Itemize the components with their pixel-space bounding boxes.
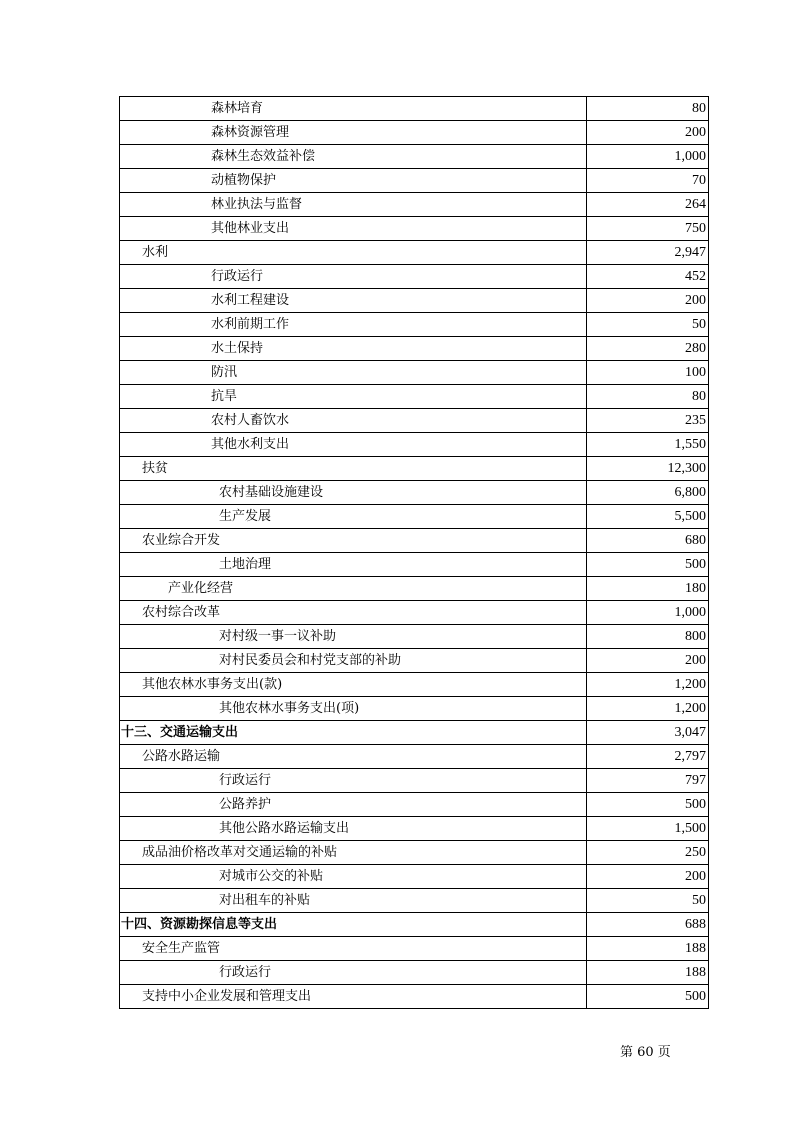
table-row — [120, 241, 709, 265]
table-row — [120, 481, 709, 505]
table-row — [120, 889, 709, 913]
item-name: 十三、交通运输支出 — [120, 721, 587, 745]
item-name: 支持中小企业发展和管理支出 — [120, 985, 587, 1009]
item-amount: 12,300 — [587, 457, 709, 481]
table-row — [120, 121, 709, 145]
item-name: 水利 — [120, 241, 587, 265]
item-name: 对城市公交的补贴 — [120, 865, 587, 889]
item-amount: 3,047 — [587, 721, 709, 745]
item-amount: 1,200 — [587, 673, 709, 697]
item-amount: 180 — [587, 577, 709, 601]
item-amount: 250 — [587, 841, 709, 865]
item-name: 水利工程建设 — [120, 289, 587, 313]
item-amount: 235 — [587, 409, 709, 433]
item-amount: 200 — [587, 865, 709, 889]
item-amount: 70 — [587, 169, 709, 193]
item-name: 产业化经营 — [120, 577, 587, 601]
table-row — [120, 313, 709, 337]
table-row — [120, 937, 709, 961]
item-amount: 800 — [587, 625, 709, 649]
item-amount: 6,800 — [587, 481, 709, 505]
item-name: 行政运行 — [120, 265, 587, 289]
table-row — [120, 433, 709, 457]
item-amount: 680 — [587, 529, 709, 553]
item-amount: 5,500 — [587, 505, 709, 529]
table-row — [120, 361, 709, 385]
table-row — [120, 793, 709, 817]
item-name: 农村基础设施建设 — [120, 481, 587, 505]
item-amount: 2,947 — [587, 241, 709, 265]
item-name: 林业执法与监督 — [120, 193, 587, 217]
item-name: 十四、资源勘探信息等支出 — [120, 913, 587, 937]
item-name: 农村综合改革 — [120, 601, 587, 625]
item-amount: 50 — [587, 313, 709, 337]
item-name: 森林资源管理 — [120, 121, 587, 145]
table-row — [120, 337, 709, 361]
table-row — [120, 505, 709, 529]
item-amount: 500 — [587, 985, 709, 1009]
item-amount: 264 — [587, 193, 709, 217]
item-name: 水土保持 — [120, 337, 587, 361]
table-row — [120, 913, 709, 937]
item-name: 行政运行 — [120, 961, 587, 985]
table-row — [120, 145, 709, 169]
table-row — [120, 457, 709, 481]
item-amount: 50 — [587, 889, 709, 913]
table-row — [120, 721, 709, 745]
item-name: 其他林业支出 — [120, 217, 587, 241]
item-name: 其他公路水路运输支出 — [120, 817, 587, 841]
item-name: 公路养护 — [120, 793, 587, 817]
table-row — [120, 289, 709, 313]
table-row — [120, 745, 709, 769]
item-name: 森林生态效益补偿 — [120, 145, 587, 169]
item-name: 行政运行 — [120, 769, 587, 793]
item-name: 对出租车的补贴 — [120, 889, 587, 913]
item-amount: 188 — [587, 961, 709, 985]
item-amount: 200 — [587, 289, 709, 313]
table-row — [120, 169, 709, 193]
table-row — [120, 193, 709, 217]
item-amount: 797 — [587, 769, 709, 793]
item-amount: 280 — [587, 337, 709, 361]
page-number: 第 60 页 — [620, 1045, 671, 1060]
table-row — [120, 865, 709, 889]
item-amount: 100 — [587, 361, 709, 385]
item-name: 抗旱 — [120, 385, 587, 409]
table-row — [120, 841, 709, 865]
table-body — [120, 97, 709, 1009]
item-amount: 500 — [587, 553, 709, 577]
item-amount: 1,550 — [587, 433, 709, 457]
item-name: 生产发展 — [120, 505, 587, 529]
item-name: 对村民委员会和村党支部的补助 — [120, 649, 587, 673]
table-row — [120, 769, 709, 793]
item-amount: 188 — [587, 937, 709, 961]
item-name: 农村人畜饮水 — [120, 409, 587, 433]
table-row — [120, 577, 709, 601]
table-row — [120, 265, 709, 289]
item-name: 公路水路运输 — [120, 745, 587, 769]
table-row — [120, 553, 709, 577]
item-amount: 688 — [587, 913, 709, 937]
item-amount: 1,000 — [587, 601, 709, 625]
item-amount: 1,200 — [587, 697, 709, 721]
table-row — [120, 529, 709, 553]
table-row — [120, 817, 709, 841]
item-name: 其他农林水事务支出(款) — [120, 673, 587, 697]
item-amount: 500 — [587, 793, 709, 817]
table-row — [120, 985, 709, 1009]
item-amount: 80 — [587, 97, 709, 121]
item-name: 安全生产监管 — [120, 937, 587, 961]
item-amount: 1,000 — [587, 145, 709, 169]
table-row — [120, 625, 709, 649]
item-name: 其他水利支出 — [120, 433, 587, 457]
item-name: 农业综合开发 — [120, 529, 587, 553]
item-name: 土地治理 — [120, 553, 587, 577]
item-name: 扶贫 — [120, 457, 587, 481]
item-amount: 200 — [587, 649, 709, 673]
item-amount: 1,500 — [587, 817, 709, 841]
item-name: 动植物保护 — [120, 169, 587, 193]
item-amount: 2,797 — [587, 745, 709, 769]
table-row — [120, 673, 709, 697]
item-name: 水利前期工作 — [120, 313, 587, 337]
item-name: 其他农林水事务支出(项) — [120, 697, 587, 721]
table-row — [120, 697, 709, 721]
table-row — [120, 385, 709, 409]
table-row — [120, 409, 709, 433]
table-row — [120, 97, 709, 121]
item-name: 对村级一事一议补助 — [120, 625, 587, 649]
item-name: 成品油价格改革对交通运输的补贴 — [120, 841, 587, 865]
item-amount: 200 — [587, 121, 709, 145]
budget-table — [119, 96, 709, 1009]
item-name: 防汛 — [120, 361, 587, 385]
table-row — [120, 217, 709, 241]
table-row — [120, 601, 709, 625]
item-amount: 750 — [587, 217, 709, 241]
table-row — [120, 649, 709, 673]
item-amount: 80 — [587, 385, 709, 409]
item-amount: 452 — [587, 265, 709, 289]
table-row — [120, 961, 709, 985]
item-name: 森林培育 — [120, 97, 587, 121]
